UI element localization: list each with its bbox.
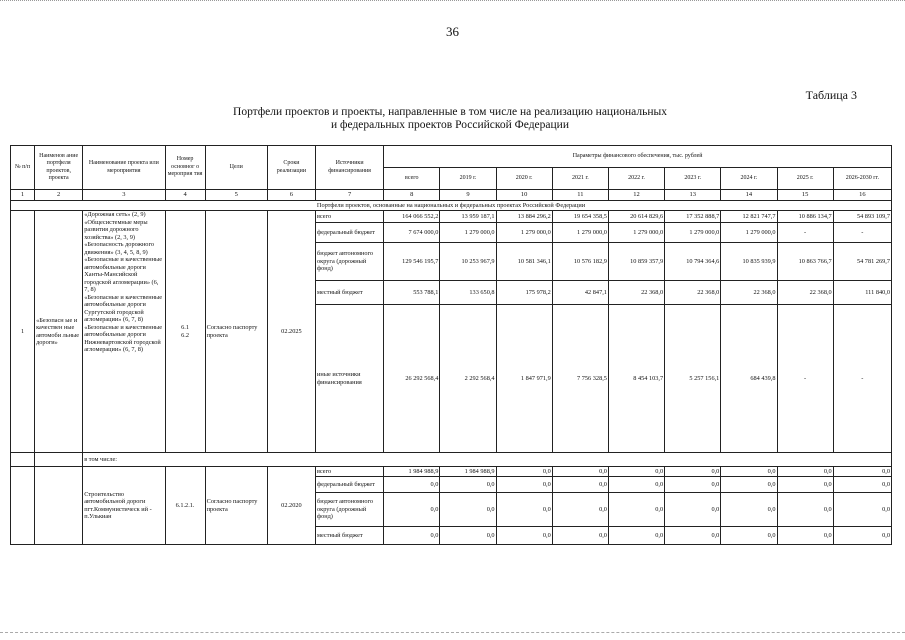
- value-cell: 0,0: [552, 477, 608, 493]
- column-number: 16: [833, 190, 891, 201]
- title-line-1: Портфели проектов и проекты, направленные в том числе на реализацию национальных: [233, 106, 667, 118]
- scan-edge-top: [0, 0, 905, 3]
- value-cell: 8 454 103,7: [608, 305, 664, 453]
- value-cell: 1 279 000,0: [608, 223, 664, 243]
- value-cell: 1 279 000,0: [665, 223, 721, 243]
- column-number: 9: [440, 190, 496, 201]
- value-cell: 1 279 000,0: [440, 223, 496, 243]
- row-number: 1: [11, 211, 35, 453]
- header-no: № п/п: [11, 146, 35, 190]
- financing-table: [10, 145, 892, 545]
- scan-edge-bottom: [0, 632, 905, 634]
- column-number: 4: [165, 190, 205, 201]
- column-number: 11: [552, 190, 608, 201]
- title-line-2: и федеральных проектов Российской Федерации: [331, 119, 569, 131]
- header-params: Параметры финансового обеспечения, тыс. рублей: [384, 146, 892, 168]
- project-list: [83, 211, 165, 453]
- column-number: 6: [267, 190, 315, 201]
- project-list-item: «Безопасные и качественные автомобильные дороги Нижневартовской городской агломерации» (6, 7, 8): [84, 323, 163, 353]
- value-cell: 0,0: [777, 493, 833, 527]
- value-cell: 10 253 967,9: [440, 243, 496, 281]
- column-number: 13: [665, 190, 721, 201]
- column-number: 3: [83, 190, 165, 201]
- project-name: Строительство автомобильной дороги пгт.Коммунистическ ий - п.Улькиан: [83, 467, 165, 545]
- value-cell: 553 788,1: [384, 281, 440, 305]
- source-label: бюджет автономного округа (дорожный фонд): [315, 243, 383, 281]
- column-number: 5: [205, 190, 267, 201]
- value-cell: 0,0: [608, 527, 664, 545]
- value-cell: -: [833, 223, 891, 243]
- value-cell: 133 650,8: [440, 281, 496, 305]
- column-number: 15: [777, 190, 833, 201]
- value-cell: 684 439,8: [721, 305, 777, 453]
- source-label: федеральный бюджет: [315, 223, 383, 243]
- value-cell: -: [833, 305, 891, 453]
- value-cell: 19 654 358,5: [552, 211, 608, 223]
- value-cell: 1 847 971,9: [496, 305, 552, 453]
- terms-cell: 02.2020: [267, 467, 315, 545]
- value-cell: 0,0: [833, 527, 891, 545]
- header-terms: Сроки реализации: [267, 146, 315, 190]
- source-label: федеральный бюджет: [315, 477, 383, 493]
- header-project: Наименование проекта или мероприятия: [83, 146, 165, 190]
- source-label: всего: [315, 211, 383, 223]
- value-cell: 0,0: [833, 493, 891, 527]
- value-cell: 0,0: [665, 477, 721, 493]
- page-number: 36: [446, 24, 459, 39]
- value-cell: 12 821 747,7: [721, 211, 777, 223]
- value-cell: 0,0: [665, 467, 721, 477]
- source-label: местный бюджет: [315, 527, 383, 545]
- portfolio-name: «Безопасн ые и качествен ные автомоби льные дороги»: [35, 211, 83, 453]
- value-cell: 0,0: [665, 493, 721, 527]
- value-cell: 7 756 328,5: [552, 305, 608, 453]
- value-cell: 0,0: [496, 527, 552, 545]
- value-cell: 10 576 182,9: [552, 243, 608, 281]
- project-list-item: «Безопасные и качественные автомобильные дороги Сургутской городской агломерации» (6, 7, 8): [84, 293, 163, 323]
- value-cell: 0,0: [608, 477, 664, 493]
- value-cell: 26 292 568,4: [384, 305, 440, 453]
- value-cell: 2 292 568,4: [440, 305, 496, 453]
- value-cell: 0,0: [721, 477, 777, 493]
- value-cell: 111 840,0: [833, 281, 891, 305]
- header-year: 2025 г.: [777, 168, 833, 190]
- value-cell: 10 859 357,9: [608, 243, 664, 281]
- header-year: 2026-2030 гг.: [833, 168, 891, 190]
- including-label: в том числе:: [83, 453, 892, 467]
- goals-cell: Согласно паспорту проекта: [205, 467, 267, 545]
- column-number: 1: [11, 190, 35, 201]
- column-number: 14: [721, 190, 777, 201]
- header-sources: Источники финансирования: [315, 146, 383, 190]
- value-cell: 5 257 156,1: [665, 305, 721, 453]
- value-cell: 0,0: [665, 527, 721, 545]
- value-cell: 175 978,2: [496, 281, 552, 305]
- column-number: 7: [315, 190, 383, 201]
- value-cell: 0,0: [496, 477, 552, 493]
- value-cell: 13 959 187,1: [440, 211, 496, 223]
- value-cell: 54 893 109,7: [833, 211, 891, 223]
- header-portfolio: Наименов ание портфеля проектов, проекта: [35, 146, 83, 190]
- source-label: местный бюджет: [315, 281, 383, 305]
- document-title: [170, 106, 730, 132]
- value-cell: 0,0: [440, 493, 496, 527]
- header-event-no: Номер основног о мероприя тия: [165, 146, 205, 190]
- value-cell: 13 884 296,2: [496, 211, 552, 223]
- value-cell: 17 352 888,7: [665, 211, 721, 223]
- value-cell: 0,0: [552, 493, 608, 527]
- value-cell: 0,0: [384, 477, 440, 493]
- table-label: Таблица 3: [805, 88, 857, 102]
- value-cell: 10 886 134,7: [777, 211, 833, 223]
- value-cell: 0,0: [608, 467, 664, 477]
- column-number: 8: [384, 190, 440, 201]
- value-cell: 0,0: [496, 493, 552, 527]
- value-cell: 22 368,0: [777, 281, 833, 305]
- value-cell: 7 674 000,0: [384, 223, 440, 243]
- value-cell: -: [777, 223, 833, 243]
- project-list-item: «Общесистемные меры развития дорожного хозяйства» (2, 3, 9): [84, 218, 148, 241]
- value-cell: 1 279 000,0: [721, 223, 777, 243]
- column-number: 2: [35, 190, 83, 201]
- value-cell: 1 984 988,9: [384, 467, 440, 477]
- terms-cell: 02.2025: [267, 211, 315, 453]
- value-cell: 0,0: [552, 527, 608, 545]
- value-cell: 0,0: [384, 493, 440, 527]
- value-cell: 0,0: [440, 477, 496, 493]
- value-cell: 10 863 766,7: [777, 243, 833, 281]
- source-label: иные источники финансирования: [315, 305, 383, 453]
- header-year: 2019 г.: [440, 168, 496, 190]
- value-cell: 1 984 988,9: [440, 467, 496, 477]
- header-year: всего: [384, 168, 440, 190]
- header-year: 2022 г.: [608, 168, 664, 190]
- value-cell: 0,0: [777, 467, 833, 477]
- column-number: 10: [496, 190, 552, 201]
- value-cell: 22 368,0: [608, 281, 664, 305]
- value-cell: 164 066 552,2: [384, 211, 440, 223]
- event-number: 6.1 6.2: [165, 211, 205, 453]
- value-cell: 0,0: [384, 527, 440, 545]
- source-label: бюджет автономного округа (дорожный фонд): [315, 493, 383, 527]
- value-cell: 0,0: [833, 467, 891, 477]
- header-goals: Цели: [205, 146, 267, 190]
- project-list-item: «Дорожная сеть» (2, 9): [84, 211, 146, 218]
- project-list-item: «Безопасность дорожного движения» (3, 4, 5, 8, 9): [84, 241, 155, 256]
- value-cell: 0,0: [552, 467, 608, 477]
- value-cell: 0,0: [777, 527, 833, 545]
- value-cell: 0,0: [777, 477, 833, 493]
- section-title: Портфели проектов, основанные на национальных и федеральных проектах Российской Федерации: [11, 201, 892, 211]
- project-list-item: «Безопасные и качественные автомобильные дороги Ханты-Мансийской городской агломерации» (6, 7, 8): [84, 256, 163, 293]
- value-cell: 0,0: [833, 477, 891, 493]
- value-cell: 0,0: [721, 493, 777, 527]
- header-year: 2021 г.: [552, 168, 608, 190]
- value-cell: 0,0: [608, 493, 664, 527]
- goals-cell: Согласно паспорту проекта: [205, 211, 267, 453]
- value-cell: 129 546 195,7: [384, 243, 440, 281]
- value-cell: 22 368,0: [665, 281, 721, 305]
- source-label: всего: [315, 467, 383, 477]
- value-cell: 0,0: [440, 527, 496, 545]
- value-cell: -: [777, 305, 833, 453]
- header-year: 2023 г.: [665, 168, 721, 190]
- header-year: 2020 г.: [496, 168, 552, 190]
- value-cell: 0,0: [496, 467, 552, 477]
- value-cell: 10 581 346,1: [496, 243, 552, 281]
- value-cell: 54 781 269,7: [833, 243, 891, 281]
- value-cell: 22 368,0: [721, 281, 777, 305]
- column-number: 12: [608, 190, 664, 201]
- header-year: 2024 г.: [721, 168, 777, 190]
- value-cell: 10 794 364,6: [665, 243, 721, 281]
- event-number: 6.1.2.1.: [165, 467, 205, 545]
- value-cell: 20 614 829,6: [608, 211, 664, 223]
- value-cell: 42 847,1: [552, 281, 608, 305]
- value-cell: 1 279 000,0: [496, 223, 552, 243]
- value-cell: 10 835 939,9: [721, 243, 777, 281]
- value-cell: 0,0: [721, 467, 777, 477]
- value-cell: 0,0: [721, 527, 777, 545]
- value-cell: 1 279 000,0: [552, 223, 608, 243]
